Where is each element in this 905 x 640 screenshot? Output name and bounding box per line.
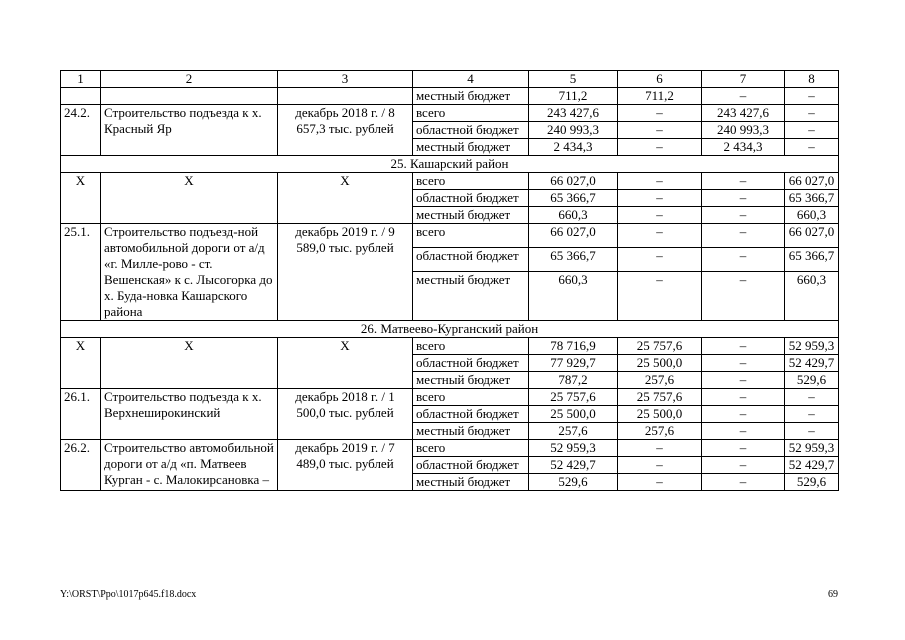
amount-cell: – [702, 423, 785, 440]
budget-source: местный бюджет [413, 272, 529, 321]
item-deadline: Х [278, 173, 413, 224]
amount-cell: – [702, 355, 785, 372]
amount-cell: 52 429,7 [785, 355, 839, 372]
amount-cell: 25 757,6 [618, 338, 702, 355]
budget-source: областной бюджет [413, 190, 529, 207]
amount-cell: 240 993,3 [529, 122, 618, 139]
amount-cell: 25 757,6 [618, 389, 702, 406]
amount-cell: 257,6 [529, 423, 618, 440]
amount-cell: – [618, 122, 702, 139]
item-deadline: декабрь 2018 г. / 8 657,3 тыс. рублей [278, 105, 413, 156]
column-number: 8 [785, 71, 839, 88]
amount-cell: – [618, 224, 702, 248]
amount-cell: – [702, 474, 785, 491]
table-row [61, 389, 839, 406]
amount-cell: 66 027,0 [785, 224, 839, 248]
table-cell: – [702, 88, 785, 105]
amount-cell: 52 959,3 [785, 440, 839, 457]
budget-source: областной бюджет [413, 457, 529, 474]
amount-cell: – [702, 173, 785, 190]
amount-cell: – [785, 389, 839, 406]
table-cell [101, 88, 278, 105]
table-cell [278, 88, 413, 105]
budget-source: областной бюджет [413, 248, 529, 272]
item-number: 26.2. [61, 440, 101, 491]
budget-source: областной бюджет [413, 355, 529, 372]
amount-cell: 66 027,0 [785, 173, 839, 190]
item-number: Х [61, 173, 101, 224]
budget-source: областной бюджет [413, 122, 529, 139]
budget-source: местный бюджет [413, 423, 529, 440]
amount-cell: – [618, 272, 702, 321]
amount-cell: 52 429,7 [785, 457, 839, 474]
budget-table [60, 70, 839, 491]
amount-cell: – [702, 440, 785, 457]
column-number: 6 [618, 71, 702, 88]
amount-cell: – [785, 139, 839, 156]
budget-source: всего [413, 389, 529, 406]
amount-cell: 529,6 [785, 474, 839, 491]
amount-cell: – [702, 338, 785, 355]
amount-cell: – [702, 248, 785, 272]
table-row [61, 338, 839, 355]
amount-cell: 2 434,3 [529, 139, 618, 156]
file-path: Y:\ORST\Ppo\1017p645.f18.docx [60, 589, 197, 600]
item-name: Строительство автомобильной дороги от а/д «п. Матвеев Курган - с. Малокирсановка – [101, 440, 278, 491]
budget-source: областной бюджет [413, 406, 529, 423]
budget-source: местный бюджет [413, 474, 529, 491]
item-name: Х [101, 173, 278, 224]
table-body [61, 71, 839, 491]
table-cell: 711,2 [618, 88, 702, 105]
budget-source: всего [413, 224, 529, 248]
table-row [61, 88, 839, 105]
table-cell: 711,2 [529, 88, 618, 105]
column-number: 2 [101, 71, 278, 88]
amount-cell: – [702, 190, 785, 207]
column-number: 1 [61, 71, 101, 88]
page-number: 69 [828, 589, 838, 600]
amount-cell: – [618, 248, 702, 272]
amount-cell: 529,6 [785, 372, 839, 389]
column-number: 3 [278, 71, 413, 88]
budget-source: всего [413, 440, 529, 457]
amount-cell: 257,6 [618, 372, 702, 389]
amount-cell: – [618, 440, 702, 457]
amount-cell: – [618, 190, 702, 207]
amount-cell: 25 500,0 [618, 355, 702, 372]
amount-cell: 66 027,0 [529, 224, 618, 248]
section-row [61, 156, 839, 173]
amount-cell: 25 757,6 [529, 389, 618, 406]
section-title: 26. Матвеево-Курганский район [61, 321, 839, 338]
amount-cell: 52 429,7 [529, 457, 618, 474]
item-number: Х [61, 338, 101, 389]
amount-cell: 65 366,7 [785, 248, 839, 272]
table-row [61, 224, 839, 248]
amount-cell: – [702, 406, 785, 423]
item-number: 24.2. [61, 105, 101, 156]
item-deadline: Х [278, 338, 413, 389]
amount-cell: – [702, 389, 785, 406]
amount-cell: 240 993,3 [702, 122, 785, 139]
amount-cell: – [618, 139, 702, 156]
amount-cell: – [785, 105, 839, 122]
item-number: 26.1. [61, 389, 101, 440]
amount-cell: 257,6 [618, 423, 702, 440]
amount-cell: – [785, 406, 839, 423]
item-name: Строительство подъезда к х. Верхнеширокинский [101, 389, 278, 440]
header-row [61, 71, 839, 88]
amount-cell: 529,6 [529, 474, 618, 491]
amount-cell: 787,2 [529, 372, 618, 389]
section-row [61, 321, 839, 338]
amount-cell: – [618, 207, 702, 224]
amount-cell: 65 366,7 [529, 190, 618, 207]
budget-source: всего [413, 105, 529, 122]
budget-source: местный бюджет [413, 372, 529, 389]
budget-source: местный бюджет [413, 139, 529, 156]
amount-cell: 52 959,3 [785, 338, 839, 355]
item-number: 25.1. [61, 224, 101, 321]
amount-cell: 2 434,3 [702, 139, 785, 156]
amount-cell: 660,3 [529, 272, 618, 321]
table-cell [61, 88, 101, 105]
amount-cell: – [618, 457, 702, 474]
item-deadline: декабрь 2019 г. / 9 589,0 тыс. рублей [278, 224, 413, 321]
table-row [61, 105, 839, 122]
amount-cell: 243 427,6 [529, 105, 618, 122]
item-name: Строительство подъезд-ной автомобильной дороги от а/д «г. Милле-рово - ст. Вешенская» к с. Лысогорка до х. Буда-новка Кашарского района [101, 224, 278, 321]
amount-cell: 243 427,6 [702, 105, 785, 122]
table-cell: – [785, 88, 839, 105]
amount-cell: 78 716,9 [529, 338, 618, 355]
column-number: 7 [702, 71, 785, 88]
item-name: Х [101, 338, 278, 389]
amount-cell: – [618, 173, 702, 190]
amount-cell: – [702, 372, 785, 389]
amount-cell: 660,3 [785, 207, 839, 224]
amount-cell: – [785, 122, 839, 139]
budget-source: всего [413, 173, 529, 190]
budget-source: местный бюджет [413, 207, 529, 224]
amount-cell: 52 959,3 [529, 440, 618, 457]
budget-source: всего [413, 338, 529, 355]
table-cell: местный бюджет [413, 88, 529, 105]
amount-cell: 660,3 [785, 272, 839, 321]
amount-cell: – [618, 105, 702, 122]
amount-cell: 65 366,7 [529, 248, 618, 272]
amount-cell: 65 366,7 [785, 190, 839, 207]
item-deadline: декабрь 2019 г. / 7 489,0 тыс. рублей [278, 440, 413, 491]
section-title: 25. Кашарский район [61, 156, 839, 173]
amount-cell: – [702, 272, 785, 321]
amount-cell: 25 500,0 [618, 406, 702, 423]
table-row [61, 440, 839, 457]
amount-cell: – [618, 474, 702, 491]
item-name: Строительство подъезда к х. Красный Яр [101, 105, 278, 156]
amount-cell: – [702, 224, 785, 248]
column-number: 5 [529, 71, 618, 88]
column-number: 4 [413, 71, 529, 88]
amount-cell: 77 929,7 [529, 355, 618, 372]
amount-cell: 25 500,0 [529, 406, 618, 423]
item-deadline: декабрь 2018 г. / 1 500,0 тыс. рублей [278, 389, 413, 440]
table-row [61, 173, 839, 190]
amount-cell: 66 027,0 [529, 173, 618, 190]
amount-cell: – [702, 457, 785, 474]
amount-cell: 660,3 [529, 207, 618, 224]
amount-cell: – [702, 207, 785, 224]
amount-cell: – [785, 423, 839, 440]
